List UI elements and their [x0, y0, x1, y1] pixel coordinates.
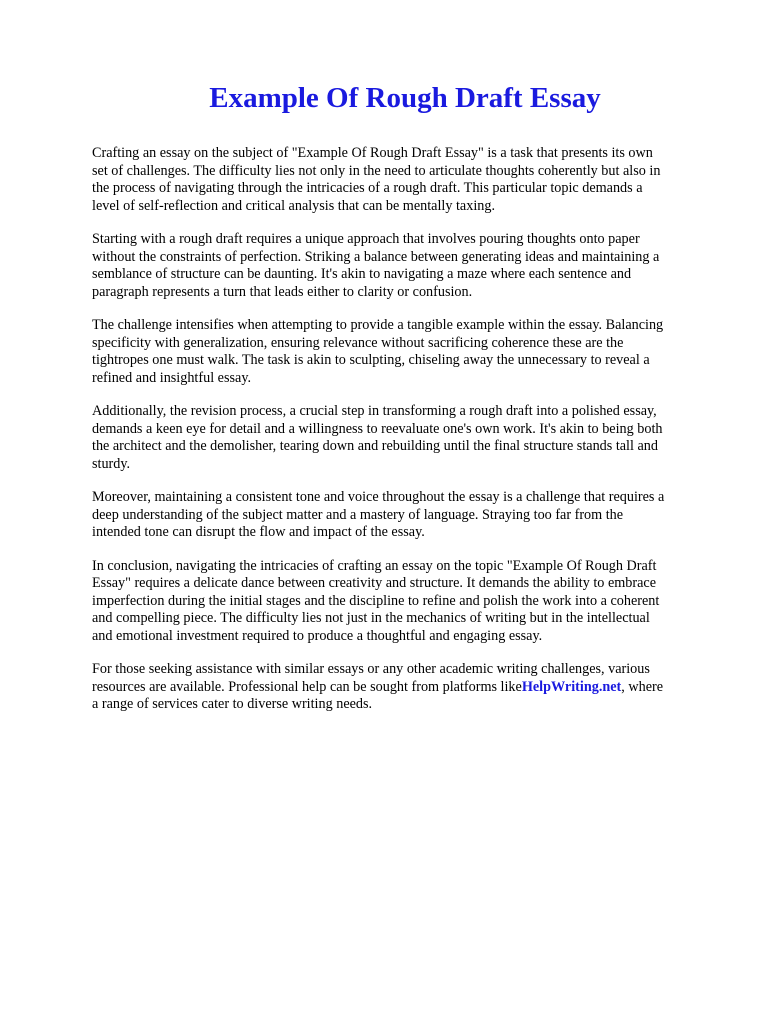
paragraph-7-before-link: For those seeking assistance with similar essays or any other academic writing challenges, various resources are available. Professional help can be sought from platforms like — [92, 661, 650, 695]
document-body — [92, 145, 732, 730]
helpwriting-link[interactable]: HelpWriting.net — [521, 678, 622, 695]
paragraph-4: Additionally, the revision process, a crucial step in transforming a rough draft into a polished essay, demands a keen eye for detail and a willingness to reevaluate one's own work. It's akin to being both the architect and the demolisher, tearing down and rebuilding until the final structure stands tall and sturdy. — [92, 403, 663, 472]
paragraph-7 — [92, 661, 732, 714]
document-title: Example Of Rough Draft Essay — [209, 82, 601, 114]
paragraph-7-after-link: , where a range of services cater to diverse writing needs. — [92, 678, 664, 712]
paragraph-1: Crafting an essay on the subject of "Example Of Rough Draft Essay" is a task that presents its own set of challenges. The difficulty lies not only in the need to articulate thoughts coherently but also in the process of navigating through the intricacies of a rough draft. This particular topic demands a level of self-reflection and critical analysis that can be mentally taxing. — [92, 145, 661, 214]
paragraph-2: Starting with a rough draft requires a unique approach that involves pouring thoughts onto paper without the constraints of perfection. Striking a balance between generating ideas and maintaining a semblance of structure can be daunting. It's akin to navigating a maze where each sentence and paragraph represents a turn that leads either to clarity or confusion. — [92, 231, 660, 300]
paragraph-6: In conclusion, navigating the intricacies of crafting an essay on the topic "Example Of Rough Draft Essay" requires a delicate dance between creativity and structure. It demands the ability to embrace imperfection during the initial stages and the discipline to refine and polish the work into a coherent and compelling piece. The difficulty lies not just in the mechanics of writing but in the intellectual and emotional investment required to produce a thoughtful and engaging essay. — [92, 557, 660, 644]
paragraph-5: Moreover, maintaining a consistent tone and voice throughout the essay is a challenge that requires a deep understanding of the subject matter and a mastery of language. Straying too far from the intended tone can disrupt the flow and impact of the essay. — [92, 489, 665, 540]
paragraph-3: The challenge intensifies when attempting to provide a tangible example within the essay. Balancing specificity with generalization, ensuring relevance without sacrificing coherence these are the tightropes one must walk. The task is akin to sculpting, chiseling away the unnecessary to reveal a refined and insightful essay. — [92, 317, 664, 386]
